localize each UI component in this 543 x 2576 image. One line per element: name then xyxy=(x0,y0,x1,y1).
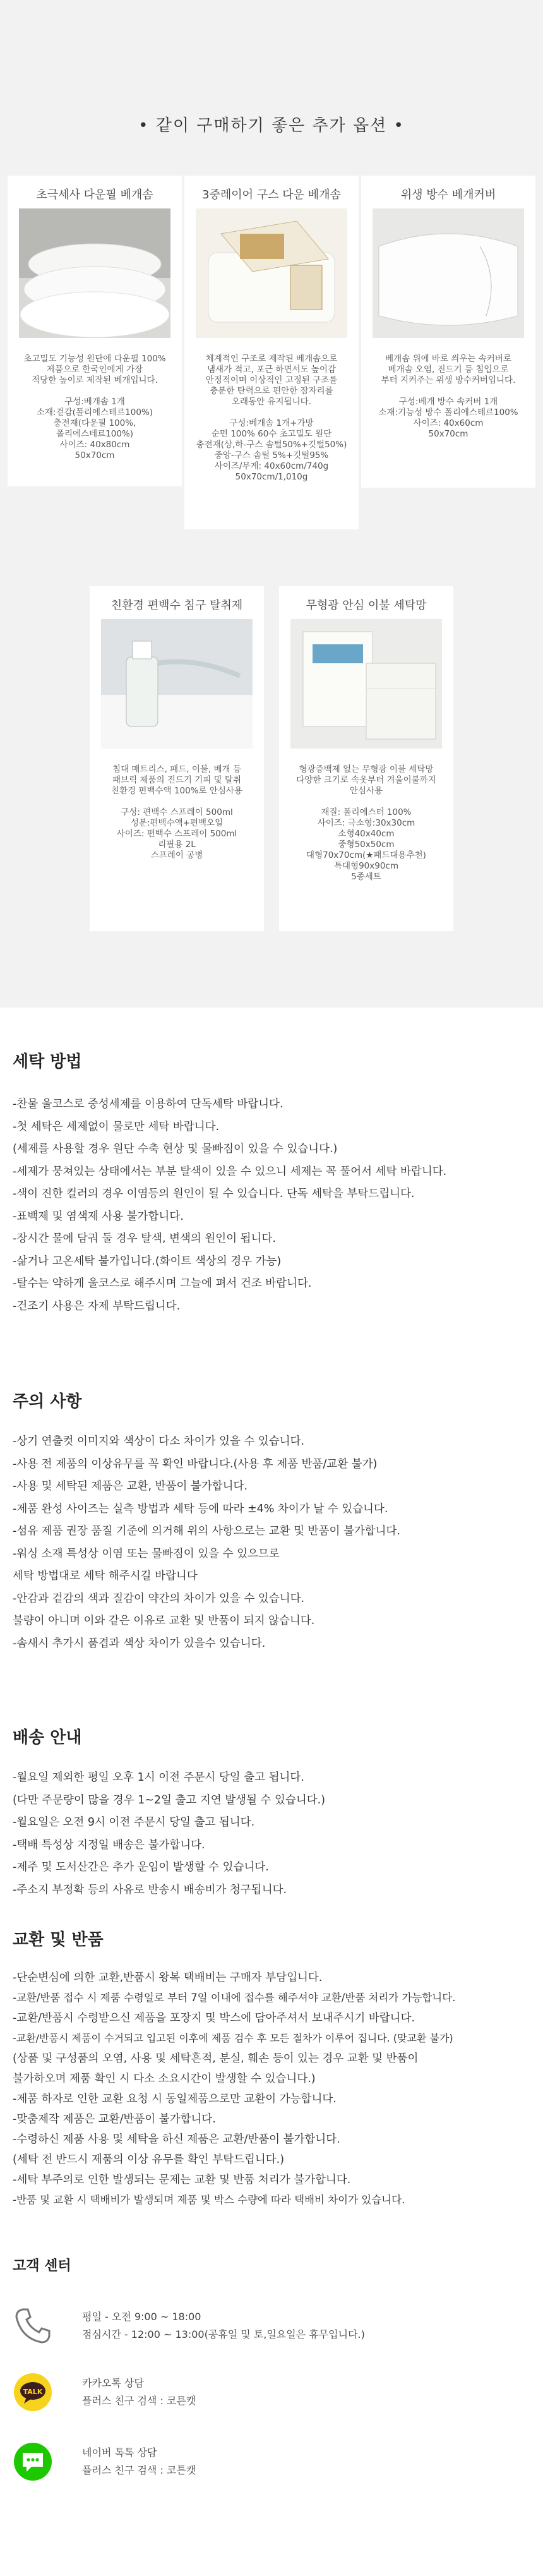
svg-text:TALK: TALK xyxy=(23,2388,43,2396)
card-title: 친환경 편백수 침구 탈취제 xyxy=(110,599,243,612)
kakaotalk-icon[interactable] xyxy=(13,2372,53,2412)
kakao-consult[interactable] xyxy=(13,2372,518,2423)
pillow-product-image xyxy=(19,208,170,338)
section-body: -찬물 울코스로 중성세제를 이용하여 단독세탁 바랍니다. -첫 세탁은 세제없이 물로만 세탁 바랍니다. (세제를 사용할 경우 원단 수축 현상 및 물빠짐이 있을 수 있습니다.) -세제가 뭉쳐있는 상태에서는 부분 탈색이 있을 수 있으니 세제는 꼭 풀어서 세탁 바랍니다. -색이 진한 컬러의 경우 이염등의 원인이 될 수 있습니다. 단독 세탁을 부탁드립니다. -표백제 및 염색제 사용 불가합니다. -장시간 물에 담궈 둘 경우 탈색, 변색의 원인이 됩니다. -삶거나 고온세탁 불가입니다.(화이트 색상의 경우 가능) -탈수는 약하게 울코스로 해주시며 그늘에 펴서 건조 바랍니다. -건조기 사용은 자제 부탁드립니다. xyxy=(13,1098,447,1313)
phone-hours xyxy=(13,2306,518,2356)
naver-line1: 네이버 톡톡 상담 xyxy=(82,2447,157,2459)
exchange-section xyxy=(13,1927,530,2210)
card-description: 베개솜 위에 바로 씌우는 속커버로 베개솜 오염, 진드기 등 침입으로 부터 지켜주는 위생 방수커버입니다. 구성:베개 방수 속커버 1개 소재:기능성 방수 폴리에스테르100% 사이즈: 40x60cm 50x70cm xyxy=(378,354,518,439)
naver-talk-consult[interactable] xyxy=(13,2441,518,2492)
naver-line2: 플러스 친구 검색 : 코튼캣 xyxy=(82,2464,196,2476)
card-title: 무형광 안심 이불 세탁망 xyxy=(306,599,427,612)
section-body: -상기 연출컷 이미지와 색상이 다소 차이가 있을 수 있습니다. -사용 전 제품의 이상유무를 꼭 확인 바랍니다.(사용 후 제품 반품/교환 불가) -사용 및 세탁된 제품은 교환, 반품이 불가합니다. -제품 완성 사이즈는 실측 방법과 세탁 등에 따라 ±4% 차이가 날 수 있습니다. -섬유 제품 권장 품질 기준에 의거해 위의 사항으로는 교환 및 반품이 불가합니다. -워싱 소재 특성상 이염 또는 물빠짐이 있을 수 있으므로 세탁 방법대로 세탁 해주시길 바랍니다 -안감과 겉감의 색과 질감이 약간의 차이가 있을 수 있습니다. 불량이 아니며 이와 같은 이유로 교환 및 반품이 되지 않습니다. -솜새시 추가시 품겹과 색상 차이가 있을수 있습니다. xyxy=(13,1435,401,1650)
phone-hours-line1: 평일 - 오전 9:00 ~ 18:00 xyxy=(82,2311,201,2323)
option-card-laundry-net[interactable] xyxy=(279,586,453,931)
option-card-down-pillow[interactable] xyxy=(8,176,182,486)
section-title: 교환 및 반품 xyxy=(13,1930,104,1949)
card-title: 위생 방수 베개커버 xyxy=(400,188,496,202)
naver-talk-icon[interactable] xyxy=(13,2441,53,2482)
pillow-cover-image xyxy=(373,208,524,338)
spray-product-image xyxy=(101,619,253,749)
goose-pillow-image xyxy=(196,208,347,338)
kakao-line1: 카카오톡 상담 xyxy=(82,2377,144,2389)
section-title: 세탁 방법 xyxy=(13,1052,82,1071)
section-title: 배송 안내 xyxy=(13,1728,82,1747)
section-body: -월요일 제외한 평일 오후 1시 이전 주문시 당일 출고 됩니다. (다만 주문량이 많을 경우 1~2일 출고 지연 발생될 수 있습니다.) -월요일은 오전 9시 이전 주문시 당일 출고 됩니다. -택배 특성상 지정일 배송은 불가합니다. -제주 및 도서산간은 추가 운임이 발생할 수 있습니다. -주소지 부정확 등의 사유로 반송시 배송비가 청구됩니다. xyxy=(13,1771,326,1896)
card-title: 초극세사 다운필 베개솜 xyxy=(36,188,153,202)
phone-icon xyxy=(13,2306,53,2346)
card-description: 체계적인 구조로 제작된 베개솜으로 냄새가 적고, 포근 하면서도 높이감 안정적이며 이상적인 고정된 구조를 충분한 탄력으로 편안한 잠자리를 오래동안 유지됩니다. 구성:베개솜 1개+가방 순면 100% 60수 초고밀도 원단 충전재(상,하-구스 솜털50%+깃털50%) 중앙-구스 솜털 5%+깃털95% 사이즈/무게: 40x60cm/740g 50x70cm/1,010g xyxy=(196,354,347,482)
option-card-goose-pillow[interactable] xyxy=(184,176,359,529)
card-description: 초고밀도 기능성 원단에 다운필 100% 제품으로 한국인에게 가장 적당한 높이로 제작된 베개입니다. 구성:베개솜 1개 소재:겉감(폴리에스테르100%) 충전재(다운필 100%, 폴리에스테르100%) 사이즈: 40x80cm 50x70cm xyxy=(23,354,166,460)
washing-section xyxy=(13,1049,530,1318)
options-banner xyxy=(0,0,543,1008)
kakao-line2: 플러스 친구 검색 : 코튼캣 xyxy=(82,2395,196,2407)
options-title: • 같이 구매하기 좋은 추가 옵션 • xyxy=(138,116,405,135)
caution-section xyxy=(13,1388,530,1655)
card-title: 3중레이어 구스 다운 베개솜 xyxy=(202,188,341,202)
card-description: 침대 매트리스, 패드, 이불, 베개 등 패브릭 제품의 진드기 기피 및 탈취 친환경 편백수액 100%로 안심사용 구성: 편백수 스프레이 500ml 성분:편백수액+편백오일 사이즈: 편백수 스프레이 500ml 리필용 2L 스프레이 공병 xyxy=(111,764,242,860)
section-body: -단순변심에 의한 교환,반품시 왕복 택배비는 구매자 부담입니다. -교환/반품 접수 시 제품 수령일로 부터 7일 이내에 접수를 해주셔야 교환/반품 처리가 가능합니다. -교환/반품시 수령받으신 제품을 포장지 및 박스에 담아주셔서 보내주시기 바랍니다. -교환/반품시 제품이 수거되고 입고된 이후에 제품 검수 후 모든 절차가 이루어 집니다. (맞교환 불가) (상품 및 구성품의 오염, 사용 및 세탁흔적, 분실, 훼손 등이 있는 경우 교환 및 반품이 불가하오며 제품 확인 시 다소 소요시간이 발생할 수 있습니다.) -제품 하자로 인한 교환 요청 시 동일제품으로만 교환이 가능합니다. -맞춤제작 제품은 교환/반품이 불가합니다. -수령하신 제품 사용 및 세탁을 하신 제품은 교환/반품이 불가합니다. (세탁 전 반드시 제품의 이상 유무를 확인 부탁드립니다.) -세탁 부주의로 인한 발생되는 문제는 교환 및 반품 처리가 불가합니다. -반품 및 교환 시 택배비가 발생되며 제품 및 박스 수량에 따라 택배비 차이가 있습니다. xyxy=(13,1971,456,2206)
section-title: 주의 사항 xyxy=(13,1392,82,1411)
option-card-deodorizer[interactable] xyxy=(90,586,264,931)
shipping-section xyxy=(13,1724,530,1901)
option-card-waterproof-cover[interactable] xyxy=(361,176,535,488)
phone-hours-line2: 점심시간 - 12:00 ~ 13:00(공휴일 및 토,일요일은 휴무입니다.) xyxy=(82,2328,365,2340)
card-description: 형광증백제 없는 무형광 이불 세탁망 다양한 크기로 속옷부터 겨울이불까지 안심사용 재질: 폴리에스터 100% 사이즈: 극소형:30x30cm 소형40x40cm 중형50x50cm 대형70x70cm(★패드대용추천) 특대형90x90cm 5종세트 xyxy=(296,764,436,882)
customer-center-title: 고객 센터 xyxy=(13,2258,71,2274)
laundry-net-image xyxy=(290,619,442,749)
